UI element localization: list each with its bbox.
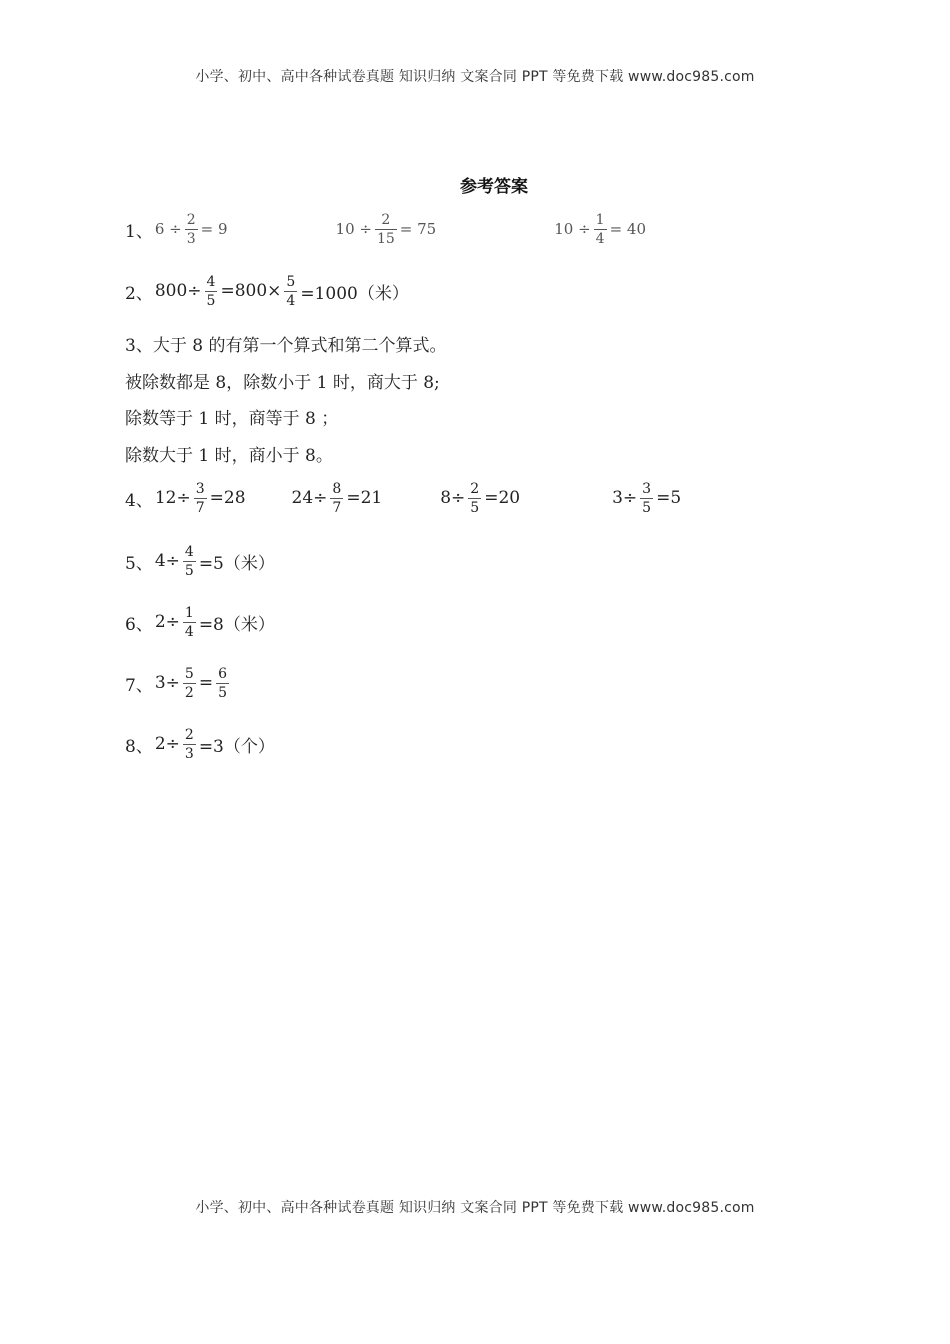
fraction (284, 275, 297, 308)
eq-suffix: = 9 (200, 220, 228, 238)
answer-1-equation-a (155, 213, 228, 246)
eq-prefix: 8÷ (440, 488, 466, 508)
numerator: 1 (184, 604, 194, 621)
eq-suffix: =28 (209, 488, 246, 508)
answer-2-label: 2、 (125, 283, 153, 304)
eq-prefix: 2÷ (154, 734, 180, 754)
eq-suffix: =8（米） (198, 614, 275, 635)
denominator: 5 (206, 292, 216, 309)
fraction (330, 482, 343, 515)
numerator: 5 (184, 665, 194, 682)
numerator: 8 (332, 480, 342, 497)
eq-suffix: =5 (656, 488, 682, 508)
numerator: 2 (470, 480, 480, 497)
answer-7 (125, 657, 232, 709)
answer-8-label: 8、 (125, 736, 153, 757)
eq-suffix: =20 (484, 488, 521, 508)
answer-4-equation-c (440, 482, 520, 515)
answer-2 (125, 265, 409, 317)
denominator: 15 (376, 230, 395, 247)
denominator: 3 (184, 745, 194, 762)
fraction (183, 667, 196, 700)
answer-4-equation-d (612, 482, 681, 515)
eq-prefix: 24÷ (291, 488, 328, 508)
eq-middle: =800× (220, 281, 282, 301)
answer-6-label: 6、 (125, 614, 153, 635)
denominator: 4 (595, 230, 605, 247)
denominator: 4 (184, 623, 194, 640)
eq-prefix: 2÷ (154, 612, 180, 632)
fraction (468, 482, 481, 515)
eq-suffix: = 40 (609, 220, 647, 238)
denominator: 5 (184, 562, 194, 579)
eq-suffix: = 75 (399, 220, 437, 238)
denominator: 4 (286, 292, 296, 309)
denominator: 2 (184, 684, 194, 701)
fraction (594, 213, 607, 246)
numerator: 1 (595, 211, 605, 228)
eq-prefix: 3÷ (154, 673, 180, 693)
fraction (216, 667, 229, 700)
denominator: 7 (332, 499, 342, 516)
answer-3-line-2: 被除数都是 8，除数小于 1 时，商大于 8; (125, 372, 440, 393)
page-title: 参考答案 (460, 177, 528, 197)
answer-5 (125, 535, 275, 587)
answer-3-line-3: 除数等于 1 时，商等于 8 ； (125, 408, 339, 429)
answer-1-equation-c (554, 213, 646, 246)
numerator: 2 (186, 211, 196, 228)
eq-prefix: 800÷ (154, 281, 202, 301)
answer-4-label: 4、 (125, 490, 153, 511)
denominator: 7 (195, 499, 205, 516)
eq-prefix: 3÷ (612, 488, 638, 508)
fraction (183, 728, 196, 761)
numerator: 4 (184, 543, 194, 560)
eq-prefix: 4÷ (154, 551, 180, 571)
eq-prefix: 12÷ (154, 488, 191, 508)
numerator: 2 (381, 211, 391, 228)
numerator: 5 (286, 273, 296, 290)
answer-4-equation-b (292, 482, 383, 515)
numerator: 6 (218, 665, 227, 682)
fraction (194, 482, 207, 515)
answer-8 (125, 718, 275, 770)
eq-prefix: 10 ÷ (335, 220, 372, 238)
fraction (183, 545, 196, 578)
eq-prefix: 6 ÷ (154, 220, 182, 238)
denominator: 5 (642, 499, 652, 516)
numerator: 4 (206, 273, 216, 290)
eq-suffix: =21 (346, 488, 383, 508)
eq-prefix: 10 ÷ (554, 220, 591, 238)
eq-suffix: =3（个） (198, 736, 275, 757)
answer-3-line-1: 3、大于 8 的有第一个算式和第二个算式。 (125, 335, 447, 356)
denominator: 5 (218, 684, 227, 701)
page-header: 小学、初中、高中各种试卷真题 知识归纳 文案合同 PPT 等免费下载 www.doc985.com (195, 69, 755, 85)
eq-suffix: =1000（米） (300, 283, 409, 304)
fraction (185, 213, 198, 246)
answer-1-label: 1、 (125, 221, 153, 242)
answer-6 (125, 596, 275, 648)
numerator: 3 (195, 480, 205, 497)
answer-1-equation-b (336, 213, 437, 246)
fraction (205, 275, 218, 308)
answer-3-line-4: 除数大于 1 时，商小于 8。 (125, 445, 333, 466)
answer-4 (125, 472, 681, 524)
numerator: 2 (184, 726, 194, 743)
denominator: 3 (186, 230, 196, 247)
numerator: 3 (642, 480, 652, 497)
fraction (183, 606, 196, 639)
answer-5-label: 5、 (125, 553, 153, 574)
fraction (375, 213, 397, 246)
page-footer: 小学、初中、高中各种试卷真题 知识归纳 文案合同 PPT 等免费下载 www.doc985.com (195, 1200, 755, 1216)
fraction (640, 482, 653, 515)
eq-middle: = (198, 673, 214, 693)
denominator: 5 (470, 499, 480, 516)
answer-1 (125, 203, 646, 255)
answer-7-label: 7、 (125, 675, 153, 696)
eq-suffix: =5（米） (198, 553, 275, 574)
answer-4-equation-a (155, 482, 246, 515)
